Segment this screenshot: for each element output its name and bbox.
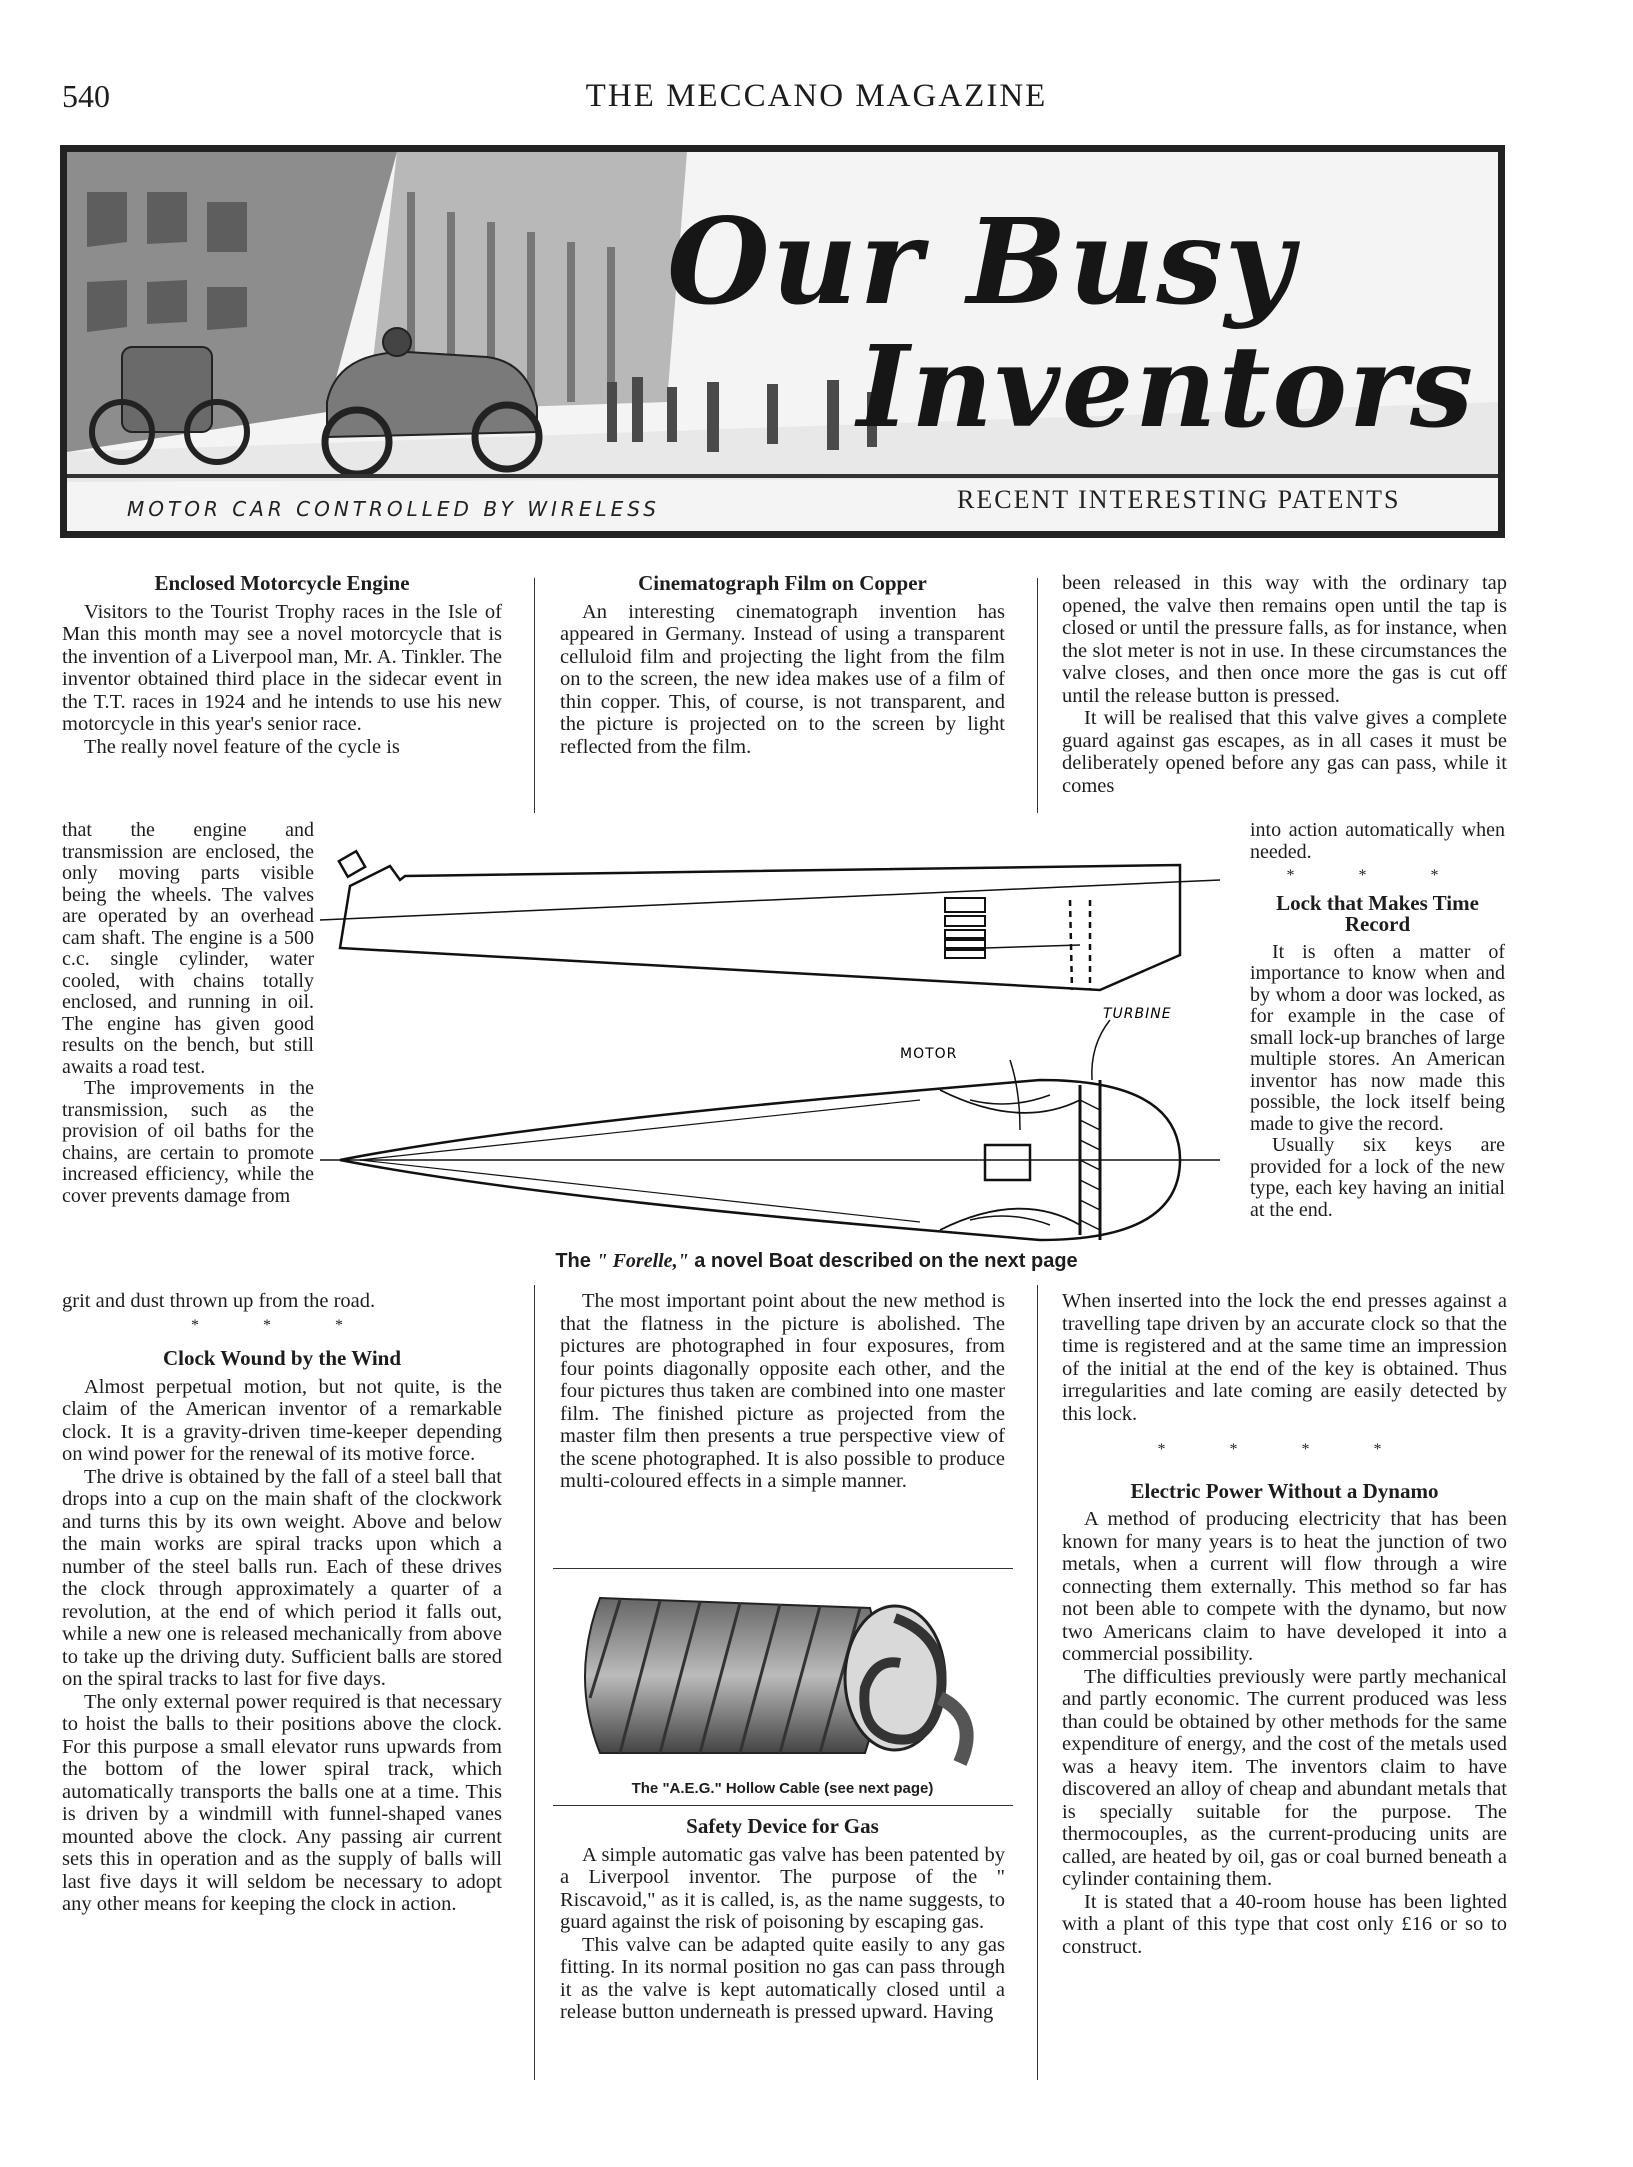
column-3-bottom — [1062, 1290, 1507, 1958]
paragraph: It is stated that a 40-room house has been lighted with a plant of this type that cost only £16 or so to construct. — [1062, 1890, 1507, 1958]
caption-boat-name: " Forelle," — [596, 1250, 689, 1272]
paragraph: The difficulties previously were partly mechanical and partly economic. The current produced was less than could be obtained by other methods for the same expenditure of energy, and the cost of the metals used was a heavy item. The inventors claim to have discovered an alloy of cheap and abundant metals that is specially suitable for the purpose. The thermocouples, as the current-producing units are called, are heated by oil, gas or coal burned beneath a cylinder containing them. — [1062, 1665, 1507, 1890]
column-3-narrow — [1250, 820, 1505, 1221]
paragraph: been released in this way with the ordinary tap opened, the valve then remains open until the tap is closed or until the pressure falls, as for instance, when the slot meter is not in use. In these circumstances the valve closes, and then once more the gas is cut off until the release button is pressed. — [1062, 572, 1507, 707]
paragraph: Almost perpetual motion, but not quite, is the claim of the American inventor of a remarkable clock. It is a gravity-driven time-keeper depending on wind power for the renewal of its motive force. — [62, 1375, 502, 1465]
caption-prefix: The — [555, 1250, 591, 1272]
paragraph: It is often a matter of importance to know when and by whom a door was locked, as for example in the case of small lock-up branches of large multiple stores. An American inventor has now made this possible, the lock itself being made to give the record. — [1250, 940, 1505, 1135]
label-turbine: TURBINE — [1103, 1006, 1172, 1022]
banner-title-line1: Our Busy — [667, 192, 1296, 331]
column-rule — [1037, 1285, 1038, 2080]
label-motor: MOTOR — [900, 1046, 958, 1062]
paragraph: The improvements in the transmission, such as the provision of oil baths for the chains, are certain to promote increased efficiency, while the cover prevents damage from — [62, 1077, 314, 1207]
column-rule — [534, 1285, 535, 2080]
column-3-top — [1062, 572, 1507, 797]
column-2-bottom — [560, 1815, 1005, 2024]
paragraph: It will be realised that this valve gives a complete guard against gas escapes, as in all cases it must be deliberately opened before any gas can pass, while it comes — [1062, 707, 1507, 797]
boat-rudder — [339, 851, 365, 877]
paragraph: that the engine and transmission are enclosed, the only moving parts visible being the wheels. The valves are operated by an overhead cam shaft. The engine is a 500 c.c. single cylinder, water cooled, with chains totally enclosed, and running in oil. The engine has given good results on the bench, but still awaits a road test. — [62, 819, 314, 1078]
column-2-top — [560, 572, 1005, 758]
paragraph: The most important point about the new method is that the flatness in the picture is abolished. The pictures are photographed in four exposures, from four points diagonally opposite each other, and the four pictures thus taken are combined into one master film. The finished picture as projected from the master film then presents a true perspective view of the scene photographed. It is also possible to produce multi-coloured effects in a simple manner. — [560, 1290, 1005, 1492]
headline-cinematograph: Cinematograph Film on Copper — [638, 571, 927, 595]
motor-box — [985, 1145, 1030, 1180]
headline-safety-device-gas: Safety Device for Gas — [686, 1814, 879, 1838]
title-banner — [60, 145, 1505, 538]
boat-diagram — [320, 830, 1250, 1250]
boat-caption — [0, 1250, 1633, 1273]
column-rule — [1037, 578, 1038, 813]
cable-caption: The "A.E.G." Hollow Cable (see next page) — [631, 1780, 934, 1797]
figure-rule — [553, 1568, 1013, 1569]
figure-rule — [553, 1805, 1013, 1806]
paragraph: into action automatically when needed. — [1250, 819, 1505, 863]
paragraph: The really novel feature of the cycle is — [84, 735, 400, 758]
section-divider-stars: * * * — [191, 1316, 373, 1334]
paragraph: A simple automatic gas valve has been patented by a Liverpool inventor. The purpose of the " Riscavoid," as it is called, is, as the name suggests, to guard against the risk of poisoning by escaping gas. — [560, 1843, 1005, 1933]
headline-electric-power: Electric Power Without a Dynamo — [1130, 1478, 1439, 1503]
column-1-narrow — [62, 820, 314, 1207]
paragraph: An interesting cinematograph invention has appeared in Germany. Instead of using a transparent celluloid film and projecting the light from the film on to the screen, the new idea makes use of a film of thin copper. This, of course, is not transparent, and the picture is projected on to the screen by light reflected from the film. — [560, 600, 1005, 758]
paragraph: Visitors to the Tourist Trophy races in the Isle of Man this month may see a novel motorcycle that is the invention of a Liverpool man, Mr. A. Tinkler. The inventor obtained third place in the sidecar event in the T.T. races in 1924 and he intends to use his new motorcycle in this year's senior race. — [62, 600, 502, 735]
section-divider-stars: * * * * — [1157, 1441, 1412, 1458]
boat-side-view — [340, 865, 1180, 990]
headline-lock-time-record: Lock that Makes Time Record — [1276, 890, 1479, 936]
magazine-title: THE MECCANO MAGAZINE — [585, 78, 1048, 114]
headline-enclosed-motorcycle: Enclosed Motorcycle Engine — [154, 571, 410, 595]
column-1-bottom — [62, 1290, 502, 1916]
paragraph: When inserted into the lock the end presses against a travelling tape driven by an accurate clock so that the time is registered and at the same time an impression of the initial at the end of the key is obtained. Thus irregularities and late coming are easily detected by this lock. — [1062, 1290, 1507, 1425]
hollow-cable-illustration — [560, 1578, 1005, 1778]
column-rule — [534, 578, 535, 813]
column-2-middle — [560, 1290, 1005, 1493]
paragraph: The only external power required is that necessary to hoist the balls to their positions above the clock. For this purpose a small elevator runs upwards from the bottom of the lower spiral track, which automatically transports the balls one at a time. This is driven by a windmill with funnel-shaped vanes mounted above the clock. Any passing air current sets this in operation and as the supply of balls will last five days it will seldom be necessary to adopt any other means for keeping the clock in action. — [62, 1690, 502, 1915]
paragraph: This valve can be adapted quite easily to any gas fitting. In its normal position no gas can pass through it as the valve is kept automatically closed until a release button underneath is pressed upward. Having — [560, 1933, 1005, 2023]
banner-caption-left: MOTOR CAR CONTROLLED BY WIRELESS — [127, 497, 660, 521]
banner-caption-right: RECENT INTERESTING PATENTS — [957, 485, 1401, 514]
paragraph: A method of producing electricity that has been known for many years is to heat the junction of two metals, when a current will flow through a wire connecting them externally. This method so far has not been able to compete with the dynamo, but now two Americans claim to have developed it into a commercial possibility. — [1062, 1508, 1507, 1665]
caption-suffix: a novel Boat described on the next page — [694, 1250, 1078, 1272]
section-divider-stars: * * * — [1286, 867, 1469, 884]
page-number: 540 — [62, 78, 110, 114]
paragraph: Usually six keys are provided for a lock of the new type, each key having an initial at the end. — [1250, 1134, 1505, 1221]
headline-clock-wind: Clock Wound by the Wind — [162, 1346, 402, 1370]
column-1-top — [62, 572, 502, 758]
banner-title-line2: Inventors — [857, 322, 1476, 453]
paragraph: The drive is obtained by the fall of a steel ball that drops into a cup on the main shaft of the clockwork and turns this by its own weight. Above and below the main works are spiral tracks upon which a number of the steel balls run. Each of these drives the clock through approximately a quarter of a revolution, at the end of which period it falls out, while a new one is released mechanically from above to take up the driving duty. Sufficient balls are stored on the spiral tracks to last for five days. — [62, 1465, 502, 1690]
paragraph: grit and dust thrown up from the road. — [62, 1290, 376, 1312]
